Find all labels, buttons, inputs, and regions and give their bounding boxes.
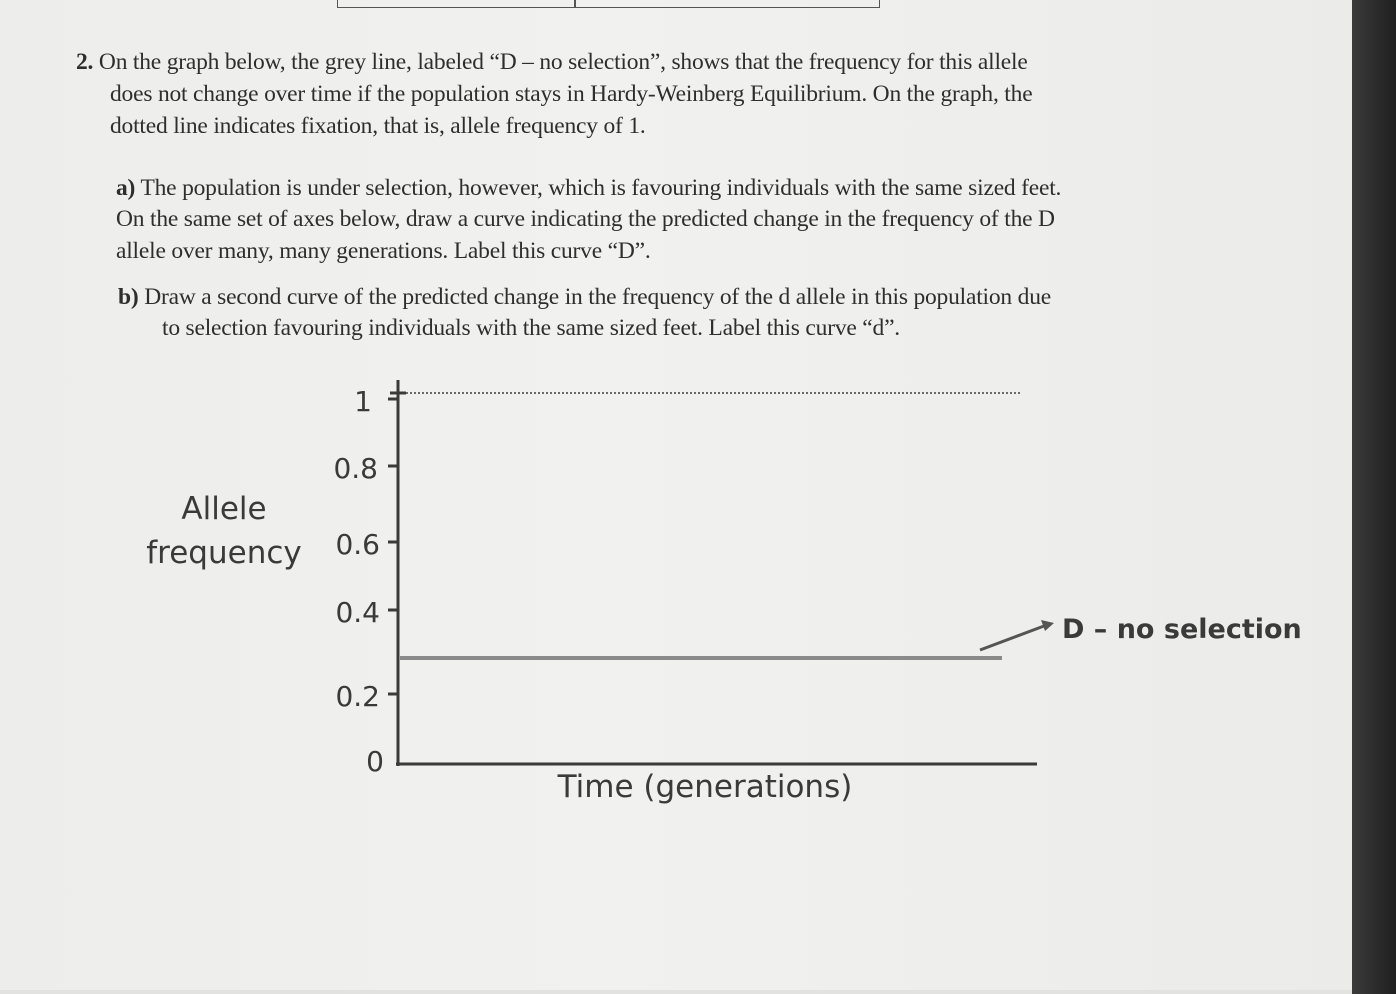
- y-axis-label-line-2: frequency: [146, 535, 302, 571]
- y-tick-label: 1: [354, 385, 372, 418]
- y-tick-label: 0.8: [333, 452, 378, 485]
- part-b-line-2: to selection favouring individuals with the same sized feet. Label this curve “d”.: [162, 315, 900, 341]
- question-text-line: On the graph below, the grey line, labeled “D – no selection”, shows that the frequency for this allele: [98, 49, 1028, 75]
- page-edge-shadow: [1352, 0, 1396, 994]
- y-tick-label: 0.6: [335, 528, 380, 561]
- question-2-line-2: does not change over time if the population stays in Hardy-Weinberg Equilibrium. On the graph, the: [110, 81, 1033, 107]
- label-arrow: [980, 626, 1044, 650]
- part-a-text: The population is under selection, however, which is favouring individuals with the same sized feet.: [140, 175, 1062, 201]
- y-tick-label: 0.4: [335, 596, 380, 629]
- part-a-line-2: On the same set of axes below, draw a curve indicating the predicted change in the frequency of the D: [116, 206, 1055, 232]
- y-tick-label: 0: [366, 745, 384, 778]
- question-number: 2.: [76, 49, 94, 75]
- y-ticks: [333, 385, 406, 778]
- part-a-label: a): [116, 175, 136, 201]
- part-a-line-3: allele over many, many generations. Label this curve “D”.: [116, 238, 651, 264]
- part-b-text: Draw a second curve of the predicted change in the frequency of the d allele in this population due: [144, 284, 1051, 310]
- part-b-label: b): [118, 284, 139, 310]
- y-axis-label-line-1: Allele: [181, 491, 267, 527]
- y-tick-label: 0.2: [335, 680, 380, 713]
- x-axis-label: Time (generations): [557, 769, 853, 805]
- question-2-line-3: dotted line indicates fixation, that is, allele frequency of 1.: [110, 113, 646, 139]
- d-no-selection-label: D – no selection: [1062, 614, 1302, 645]
